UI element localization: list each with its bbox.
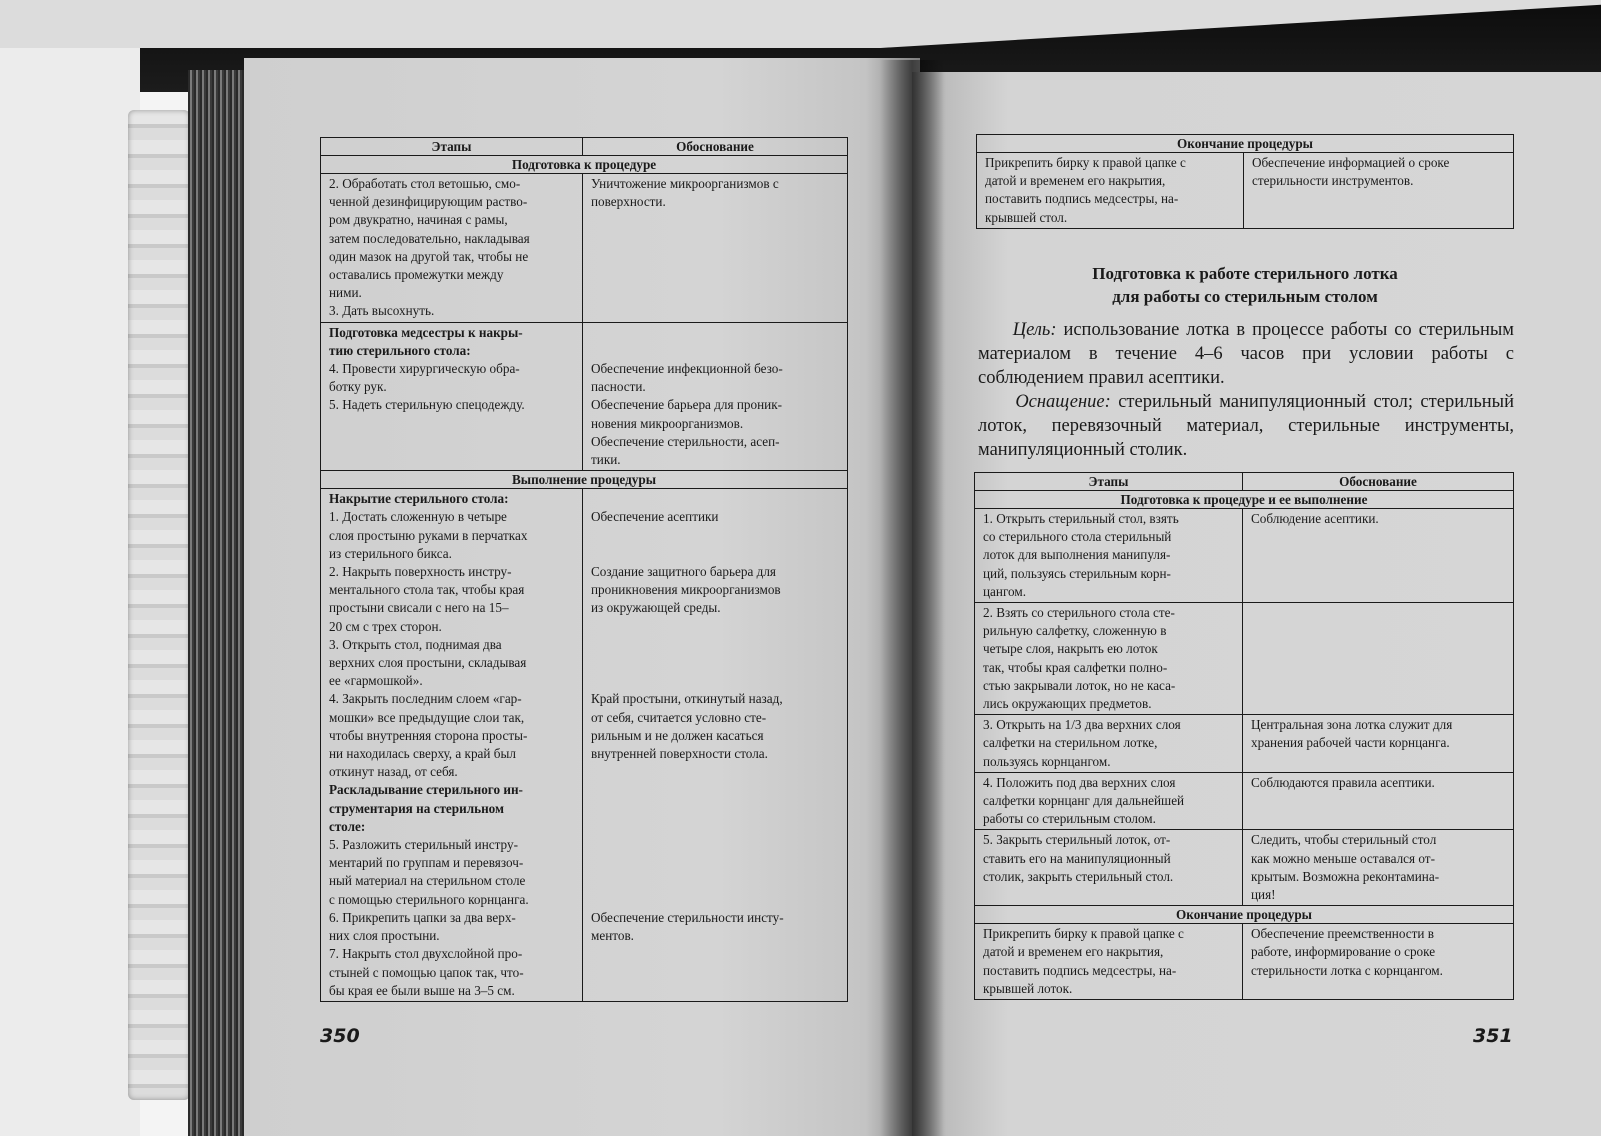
- cell-line: стерильности лотка с корнцангом.: [1251, 962, 1443, 978]
- cell-line: них слоя простыни.: [329, 928, 440, 944]
- cell-line: ция!: [1251, 887, 1276, 903]
- cell-line: с помощью стерильного корнцанга.: [329, 891, 529, 907]
- section-title: Окончание процедуры: [977, 135, 1514, 153]
- cell-line: 7. Накрыть стол двухслойной про-: [329, 946, 523, 962]
- cell-subheading: струментария на стерильном: [329, 800, 505, 816]
- spacer: [591, 800, 839, 818]
- cell-line: стыней с помощью цапок так, что-: [329, 964, 524, 980]
- cell-line: Уничтожение микроорганизмов с: [591, 176, 779, 191]
- cell-subheading: Раскладывание стерильного ин-: [329, 782, 523, 798]
- scan-left-margin: [0, 48, 140, 1136]
- table-row: [975, 603, 1514, 715]
- rationale-cell: [1243, 509, 1514, 603]
- cell-line: мошки» все предыдущие слои так,: [329, 709, 525, 725]
- cell-line: 1. Открыть стерильный стол, взять: [983, 511, 1179, 526]
- right-top-table: [976, 134, 1514, 229]
- spacer: [591, 854, 839, 872]
- spacer: [591, 890, 839, 908]
- book-gutter: [880, 60, 944, 1136]
- cell-line: ни находилась сверху, а край был: [329, 746, 516, 762]
- spacer: [591, 781, 839, 799]
- rationale-cell: [1243, 603, 1514, 715]
- table-row: [975, 772, 1514, 830]
- cell-line: 5. Надеть стерильную спецодежду.: [329, 397, 525, 413]
- cell-line: поверхности.: [591, 194, 666, 210]
- cell-line: ный материал на стерильном столе: [329, 873, 526, 889]
- cell-line: ций, пользуясь стерильным корн-: [983, 565, 1171, 581]
- rationale-cell: [583, 489, 848, 1002]
- cell-line: простыни свисали с него на 15–: [329, 600, 509, 616]
- spacer: [591, 490, 839, 508]
- cell-line: Прикрепить бирку к правой цапке с: [985, 155, 1186, 170]
- cell-line: внутренней поверхности стола.: [591, 745, 768, 761]
- section-row: [975, 906, 1514, 924]
- cell-line: чтобы внутренняя сторона просты-: [329, 727, 528, 743]
- stage-cell: [975, 772, 1243, 830]
- cell-line: 4. Закрыть последним слоем «гар-: [329, 691, 522, 707]
- cell-line: из окружающей среды.: [591, 600, 721, 616]
- cell-line: Соблюдение асептики.: [1251, 511, 1379, 526]
- section-title: Подготовка к процедуре и ее выполнение: [975, 491, 1514, 509]
- goal-paragraph: [978, 318, 1514, 390]
- section-title: Подготовка к процедуре: [321, 156, 848, 174]
- cell-line: Следить, чтобы стерильный стол: [1251, 832, 1437, 848]
- cell-line: ром двукратно, начиная с рамы,: [329, 212, 508, 228]
- rationale-cell: [1243, 772, 1514, 830]
- table-header-row: [321, 138, 848, 156]
- table-row: [977, 153, 1514, 229]
- spacer: [591, 636, 839, 654]
- table-row: [321, 174, 848, 323]
- book-page-edges: [188, 70, 246, 1136]
- stage-cell: [975, 603, 1243, 715]
- cell-line: как можно меньше оставался от-: [1251, 850, 1435, 866]
- table-row: [321, 489, 848, 1002]
- cell-line: поставить подпись медсестры, на-: [983, 962, 1177, 978]
- cell-line: со стерильного стола стерильный: [983, 529, 1172, 545]
- cell-line: стью закрывали лоток, но не каса-: [983, 677, 1176, 693]
- spacer: [591, 763, 839, 781]
- cell-line: Обеспечение асептики: [591, 509, 719, 525]
- spacer: [591, 342, 839, 360]
- cell-line: Обеспечение информацией о сроке: [1252, 155, 1450, 170]
- rationale-cell: [1244, 153, 1514, 229]
- cell-line: 2. Обработать стол ветошью, смо-: [329, 176, 521, 191]
- cell-line: ее «гармошкой».: [329, 673, 423, 689]
- spacer: [591, 545, 839, 563]
- cell-line: 3. Дать высохнуть.: [329, 303, 435, 319]
- cell-line: новения микроорганизмов.: [591, 415, 744, 431]
- rationale-cell: [583, 174, 848, 323]
- cell-line: 5. Закрыть стерильный лоток, от-: [983, 832, 1171, 848]
- rationale-cell: [1243, 715, 1514, 773]
- cell-line: Обеспечение стерильности, асеп-: [591, 433, 780, 449]
- cell-line: хранения рабочей части корнцанга.: [1251, 735, 1450, 751]
- cell-line: цангом.: [983, 583, 1027, 599]
- cell-line: работе, информирование о сроке: [1251, 944, 1436, 960]
- equipment-paragraph: [978, 390, 1514, 462]
- rationale-cell: [1243, 924, 1514, 1000]
- cell-line: ботку рук.: [329, 379, 387, 395]
- spacer: [591, 872, 839, 890]
- section-row: [975, 491, 1514, 509]
- cell-line: Обеспечение барьера для проник-: [591, 397, 783, 413]
- equipment-label: Оснащение:: [1015, 392, 1111, 412]
- section-row: [321, 156, 848, 174]
- column-header-stages: Этапы: [975, 473, 1243, 491]
- cell-line: лоток для выполнения манипуля-: [983, 547, 1171, 563]
- cell-line: салфетки на стерильном лотке,: [983, 735, 1158, 751]
- table-header-row: [975, 473, 1514, 491]
- book-spine: [128, 110, 190, 1100]
- stage-cell: [975, 924, 1243, 1000]
- cell-line: работы со стерильным столом.: [983, 811, 1156, 827]
- equipment-text: стерильный манипуляционный стол; стерильный лоток, перевязочный материал, стерильные инструменты, манипуляционный столик.: [978, 392, 1514, 460]
- cell-line: оставались промежутки между: [329, 267, 504, 283]
- cell-line: бы края ее были выше на 3–5 см.: [329, 982, 515, 998]
- cell-line: верхних слоя простыни, складывая: [329, 655, 527, 671]
- spacer: [591, 324, 839, 342]
- cell-line: Обеспечение стерильности инсту-: [591, 909, 784, 925]
- cell-line: Прикрепить бирку к правой цапке с: [983, 926, 1184, 942]
- cell-line: датой и временем его накрытия,: [983, 944, 1164, 960]
- left-procedure-table: [320, 137, 848, 1002]
- stage-cell: [977, 153, 1244, 229]
- cell-line: затем последовательно, накладывая: [329, 230, 530, 246]
- cell-line: Обеспечение инфекционной безо-: [591, 361, 783, 376]
- cell-line: Соблюдаются правила асептики.: [1251, 774, 1435, 790]
- cell-line: 20 см с трех сторон.: [329, 618, 442, 634]
- table-row: [975, 924, 1514, 1000]
- rationale-cell: [583, 322, 848, 471]
- cell-line: 4. Провести хирургическую обра-: [329, 361, 520, 377]
- spacer: [591, 836, 839, 854]
- column-header-rationale: Обоснование: [583, 138, 848, 156]
- cell-line: от себя, считается условно сте-: [591, 709, 767, 725]
- spacer: [591, 672, 839, 690]
- cell-line: 3. Открыть на 1/3 два верхних слоя: [983, 717, 1181, 733]
- cell-line: четыре слоя, накрыть ею лоток: [983, 641, 1158, 657]
- cell-line: тики.: [591, 452, 621, 468]
- cell-line: крывшей стол.: [985, 209, 1068, 225]
- cell-line: слоя простыню руками в перчатках: [329, 527, 528, 543]
- column-header-stages: Этапы: [321, 138, 583, 156]
- stage-cell: [321, 489, 583, 1002]
- stage-cell: [975, 715, 1243, 773]
- cell-line: рильную салфетку, сложенную в: [983, 623, 1167, 639]
- cell-line: лись окружающих предметов.: [983, 696, 1152, 712]
- cell-line: так, чтобы края салфетки полно-: [983, 659, 1168, 675]
- cell-subheading: тию стерильного стола:: [329, 342, 471, 358]
- cell-line: один мазок на другой так, чтобы не: [329, 248, 529, 264]
- page-number-left: 350: [320, 1025, 360, 1047]
- section-heading: [980, 262, 1510, 308]
- stage-cell: [321, 174, 583, 323]
- stage-cell: [975, 830, 1243, 906]
- cell-line: откинут назад, от себя.: [329, 764, 458, 780]
- table-row: [975, 509, 1514, 603]
- goal-text: использование лотка в процессе работы со стерильным материалом в течение 4–6 часов при условии работы с соблюдением правил асептики.: [978, 320, 1514, 388]
- right-procedure-table: [974, 472, 1514, 1000]
- cell-line: ментального стола так, чтобы края: [329, 582, 525, 598]
- spacer: [591, 654, 839, 672]
- cell-line: 5. Разложить стерильный инстру-: [329, 837, 518, 853]
- cell-line: ментов.: [591, 927, 634, 943]
- stage-cell: [321, 322, 583, 471]
- cell-line: ченной дезинфицирующим раство-: [329, 194, 528, 210]
- cell-line: из стерильного бикса.: [329, 545, 452, 561]
- section-title: Окончание процедуры: [975, 906, 1514, 924]
- cell-subheading: Подготовка медсестры к накры-: [329, 324, 523, 340]
- rationale-cell: [1243, 830, 1514, 906]
- page-number-right: 351: [1473, 1025, 1513, 1047]
- cell-subheading: столе:: [329, 818, 366, 834]
- cell-line: 3. Открыть стол, поднимая два: [329, 636, 502, 652]
- cell-line: 2. Накрыть поверхность инстру-: [329, 564, 512, 580]
- table-row: [975, 830, 1514, 906]
- table-row: [321, 322, 848, 471]
- section-row: [321, 471, 848, 489]
- cell-line: 1. Достать сложенную в четыре: [329, 509, 507, 525]
- cell-subheading: Накрытие стерильного стола:: [329, 491, 509, 507]
- section-row: [977, 135, 1514, 153]
- cell-line: ними.: [329, 285, 362, 301]
- cell-line: 4. Положить под два верхних слоя: [983, 774, 1176, 790]
- cell-line: поставить подпись медсестры, на-: [985, 191, 1179, 207]
- goal-label: Цель:: [1012, 320, 1057, 340]
- cell-line: крывшей лоток.: [983, 980, 1073, 996]
- cell-line: ментарий по группам и перевязоч-: [329, 855, 524, 871]
- cell-line: Край простыни, откинутый назад,: [591, 691, 783, 707]
- table-row: [975, 715, 1514, 773]
- section-title: Выполнение процедуры: [321, 471, 848, 489]
- cell-line: рильным и не должен касаться: [591, 727, 764, 743]
- column-header-rationale: Обоснование: [1243, 473, 1514, 491]
- spacer: [591, 527, 839, 545]
- cell-line: пасности.: [591, 379, 646, 395]
- cell-line: датой и временем его накрытия,: [985, 173, 1166, 189]
- cell-line: ставить его на манипуляционный: [983, 850, 1171, 866]
- cell-line: 6. Прикрепить цапки за два верх-: [329, 909, 516, 925]
- cell-line: Создание защитного барьера для: [591, 563, 776, 579]
- cell-line: пользуясь корнцангом.: [983, 753, 1111, 769]
- cell-line: 2. Взять со стерильного стола сте-: [983, 605, 1175, 621]
- cell-line: стерильности инструментов.: [1252, 173, 1414, 189]
- heading-line: Подготовка к работе стерильного лотка: [1092, 264, 1398, 283]
- stage-cell: [975, 509, 1243, 603]
- cell-line: столик, закрыть стерильный стол.: [983, 868, 1174, 884]
- spacer: [591, 618, 839, 636]
- cell-line: Обеспечение преемственности в: [1251, 926, 1434, 942]
- heading-line: для работы со стерильным столом: [1112, 287, 1378, 306]
- cell-line: крытым. Возможна реконтамина-: [1251, 868, 1440, 884]
- spacer: [591, 818, 839, 836]
- cell-line: Центральная зона лотка служит для: [1251, 717, 1453, 733]
- cell-line: салфетки корнцанг для дальнейшей: [983, 793, 1185, 809]
- cell-line: проникновения микроорганизмов: [591, 582, 781, 598]
